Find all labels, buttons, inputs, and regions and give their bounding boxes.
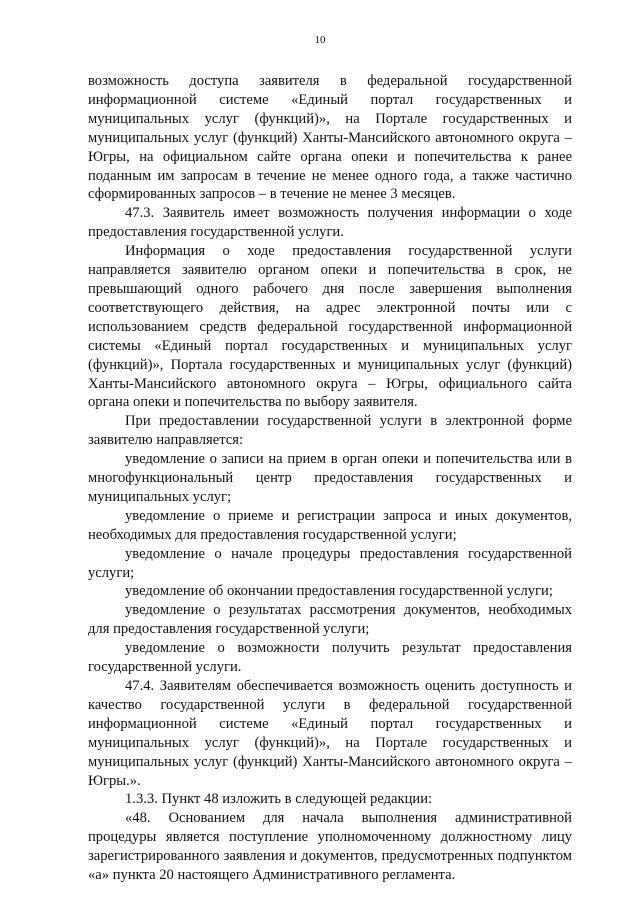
list-item-start-notice: уведомление о начале процедуры предоставления государственной услуги; — [88, 545, 572, 581]
list-item-review-results-notice: уведомление о результатах рассмотрения документов, необходимых для предоставления государственной услуги; — [88, 602, 572, 638]
paragraph-48: «48. Основанием для начала выполнения административной процедуры является поступление уполномоченному должностному лицу зарегистрированного заявления и документов, предусмотренных подпунктом «а» пункта 20 настоящего Административного регламента. — [88, 810, 572, 884]
paragraph-47-4: 47.4. Заявителям обеспечивается возможность оценить доступность и качество государственной услуги в федеральной государственной информационной системе «Единый портал государственных и муниципальных услуг (функций)», на Портале государственных и муниципальных услуг (функций) Ханты-Мансийского автономного округа – Югры.». — [88, 678, 572, 789]
paragraph-notifications-intro: При предоставлении государственной услуги в электронной форме заявителю направляется: — [88, 413, 572, 449]
paragraph-info-progress: Информация о ходе предоставления государственной услуги направляется заявителю органом опеки и попечительства в срок, не превышающий одного рабочего дня после завершения выполнения соответствующего действия, на адрес электронной почты или с использованием средств федеральной государственной информационной системы «Единый портал государственных и муниципальных услуг (функций)», Портала государственных и муниципальных услуг (функций) Ханты-Мансийского автономного округа – Югры, официального сайта органа опеки и попечительства по выбору заявителя. — [88, 243, 572, 411]
document-body — [88, 72, 572, 885]
list-item-appointment-notice: уведомление о записи на прием в орган опеки и попечительства или в многофункциональный центр предоставления государственных и муниципальных услуг; — [88, 451, 572, 505]
paragraph-47-3: 47.3. Заявитель имеет возможность получения информации о ходе предоставления государственной услуги. — [88, 205, 572, 241]
list-item-registration-notice: уведомление о приеме и регистрации запроса и иных документов, необходимых для предоставления государственной услуги; — [88, 507, 572, 543]
paragraph-continuation: возможность доступа заявителя в федеральной государственной информационной системе «Единый портал государственных и муниципальных услуг (функций)», на Портале государственных и муниципальных услуг (функций) Ханты-Мансийского автономного округа – Югры, на официальном сайте органа опеки и попечительства к ранее поданным им запросам в течение не менее одного года, а также частично сформированных запросов – в течение не менее 3 месяцев. — [88, 73, 572, 203]
list-item-end-notice: уведомление об окончании предоставления государственной услуги; — [125, 583, 553, 600]
list-item-result-availability-notice: уведомление о возможности получить результат предоставления государственной услуги. — [88, 640, 572, 676]
paragraph-1-3-3: 1.3.3. Пункт 48 изложить в следующей редакции: — [125, 791, 433, 808]
page-number: 10 — [314, 34, 326, 46]
